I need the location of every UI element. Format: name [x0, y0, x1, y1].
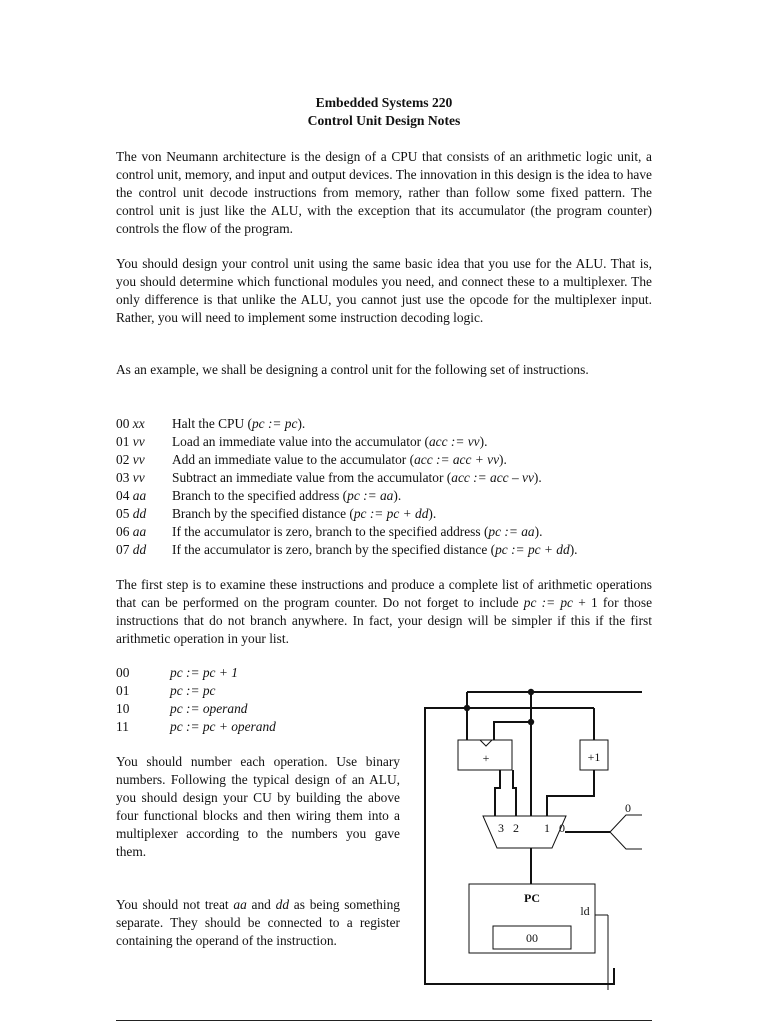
instruction-description: If the accumulator is zero, branch to the specified address (pc := aa). — [172, 524, 543, 539]
instruction-code: 02 vv — [116, 452, 145, 467]
junction-dot — [464, 705, 470, 711]
intro-paragraph-1: The von Neumann architecture is the design of a CPU that consists of an arithmetic logic unit, a control unit, memory, and input and output devices. The innovation in this design is the idea to have the control unit decode instructions from memory, rather than follow some fixed pattern. The control unit is just like the ALU, with the exception that its accumulator (the program counter) controls the flow of the program. — [116, 149, 652, 236]
instruction-description: Halt the CPU (pc := pc). — [172, 416, 306, 431]
instruction-description: Subtract an immediate value from the accumulator (acc := acc – vv). — [172, 470, 542, 485]
notes-paragraph-1: You should number each operation. Use binary numbers. Following the typical design of an ALU, you should design your CU by building the above four functional blocks and then wiring them into a multiplexer according to the numbers you gave them. — [116, 754, 400, 859]
operation-code: 00 — [116, 665, 130, 680]
wire — [547, 770, 594, 816]
decode-gate — [610, 815, 642, 849]
course-title: Embedded Systems 220 — [315, 95, 453, 110]
instruction-code: 04 aa — [116, 488, 147, 503]
mux-input-label: 0 — [559, 821, 565, 835]
multiplexer — [483, 816, 566, 848]
control-unit-diagram — [418, 682, 644, 992]
step-paragraph: The first step is to examine these instructions and produce a complete list of arithmetic operations that can be performed on the program counter. Do not forget to include pc := pc + 1 for those instructions that do not branch anywhere. In fact, your design will be simpler if this if the first arithmetic operation in your list. — [116, 577, 653, 646]
operation-expression: pc := pc + 1 — [170, 665, 238, 680]
instruction-code: 07 dd — [116, 542, 147, 557]
pc-label: PC — [524, 891, 540, 905]
operation-code: 11 — [116, 719, 129, 734]
instruction-description: If the accumulator is zero, branch by the specified distance (pc := pc + dd). — [172, 542, 578, 557]
instruction-code: 00 xx — [116, 416, 145, 431]
junction-dot — [528, 719, 534, 725]
wire — [513, 770, 516, 816]
load-label: ld — [580, 904, 590, 918]
wire — [494, 722, 531, 740]
increment-label: +1 — [587, 750, 601, 764]
instruction-code: 03 vv — [116, 470, 145, 485]
intro-paragraph-3: As an example, we shall be designing a control unit for the following set of instructions. — [116, 362, 589, 377]
operation-expression: pc := operand — [170, 701, 248, 716]
mux-input-label: 2 — [513, 821, 519, 835]
footer-rule — [116, 1020, 652, 1021]
mux-input-label: 3 — [498, 821, 504, 835]
junction-dot — [528, 689, 534, 695]
instruction-description: Branch to the specified address (pc := aa). — [172, 488, 402, 503]
operation-code: 10 — [116, 701, 130, 716]
instruction-description: Branch by the specified distance (pc := pc + dd). — [172, 506, 437, 521]
instruction-code: 01 vv — [116, 434, 145, 449]
wire — [495, 770, 500, 816]
pc-value: 00 — [526, 931, 538, 945]
operation-code: 01 — [116, 683, 130, 698]
instruction-description: Load an immediate value into the accumulator (acc := vv). — [172, 434, 488, 449]
zero-label: 0 — [625, 801, 631, 815]
operation-expression: pc := pc — [170, 683, 216, 698]
mux-input-label: 1 — [544, 821, 550, 835]
adder-label: + — [482, 751, 490, 765]
intro-paragraph-2: You should design your control unit using the same basic idea that you use for the ALU. That is, you should determine which functional modules you need, and connect these to a multiplexer. The only difference is that unlike the ALU, you cannot just use the opcode for the multiplexer input. Rather, you will need to implement some instruction decoding logic. — [116, 256, 652, 325]
instruction-code: 05 dd — [116, 506, 147, 521]
notes-paragraph-2: You should not treat aa and dd as being something separate. They should be connected to a register containing the operand of the instruction. — [116, 897, 400, 948]
instruction-description: Add an immediate value to the accumulator (acc := acc + vv). — [172, 452, 507, 467]
instruction-code: 06 aa — [116, 524, 147, 539]
document-title: Control Unit Design Notes — [307, 113, 461, 128]
operation-expression: pc := pc + operand — [170, 719, 276, 734]
